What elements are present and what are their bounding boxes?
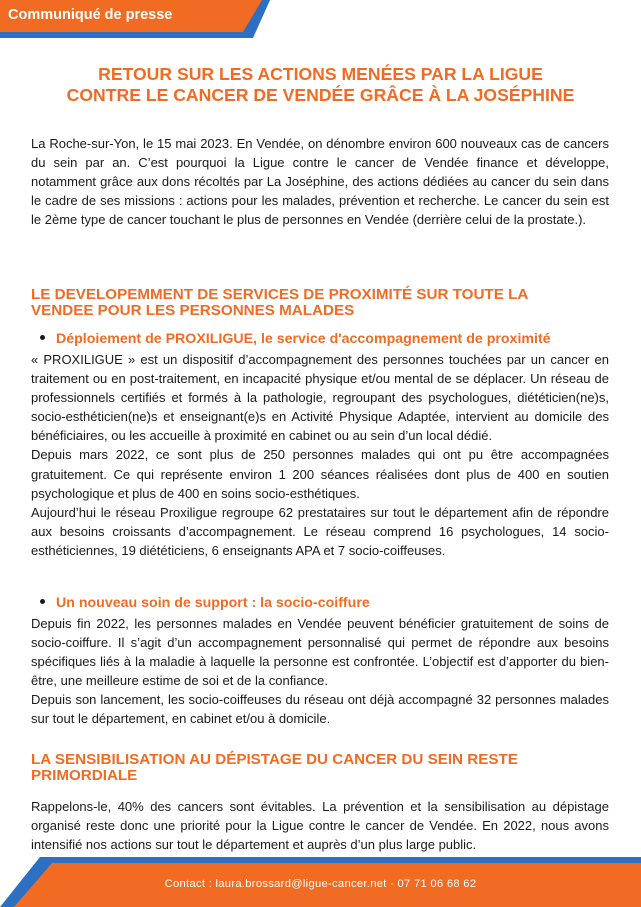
screening-paragraph: Rappelons-le, 40% des cancers sont évitables. La prévention et la sensibilisation au dépistage organisé reste donc une priorité pour la Ligue contre le cancer de Vendée. En 2022, nous avons intensifié nos actions sur tout le département et auprès d’un plus large public. bbox=[31, 799, 609, 853]
socio-coiffure-body bbox=[31, 614, 609, 729]
proxiligue-paragraph: Depuis mars 2022, ce sont plus de 250 personnes malades qui ont pu être accompagnées gratuitement. Ce qui représente environ 1 200 séances réalisées dont plus de 400 en soutien psychologique et plus de 400 en soins socio-esthétiques. bbox=[31, 447, 609, 501]
proxiligue-body bbox=[31, 350, 609, 560]
section-heading-line-2: PRIMORDIALE bbox=[31, 767, 138, 784]
socio-coiffure-paragraph: Depuis son lancement, les socio-coiffeuses du réseau ont déjà accompagné 32 personnes malades sur tout le département, en cabinet et/ou à domicile. bbox=[31, 692, 609, 727]
proxiligue-paragraph: Aujourd’hui le réseau Proxiligue regroupe 62 prestataires sur tout le département afin de répondre aux besoins croissants d’accompagnement. Le réseau comprend 16 psychologues, 14 socio-esthéticiennes, 19 diététiciens, 6 enseignants APA et 7 socio-coiffeuses. bbox=[31, 504, 609, 558]
footer-contact: Contact : laura.brossard@ligue-cancer.net · 07 71 06 68 62 bbox=[164, 878, 477, 890]
page-title bbox=[0, 64, 641, 106]
page-title-line-2: CONTRE LE CANCER DE VENDÉE GRÂCE À LA JOSÉPHINE bbox=[66, 85, 575, 105]
banner-label: Communiqué de presse bbox=[8, 7, 173, 23]
proxiligue-paragraph: « PROXILIGUE » est un dispositif d’accompagnement des personnes touchées par un cancer en traitement ou en post-traitement, en incapacité physique et/ou mental de se déplacer. Un réseau de professionnels certifiés et formés à la pathologie, regroupant des psychologues, diététicien(ne)s, socio-esthéticien(ne)s et enseignant(e)s en Activité Physique Adaptée, intervient au domicile des bénéficiaires, ou les accueille à proximité en cabinet ou au sein d’un local dédié. bbox=[31, 352, 609, 444]
section-heading-line-1: LA SENSIBILISATION AU DÉPISTAGE DU CANCER DU SEIN RESTE bbox=[31, 751, 518, 768]
section-heading-proximity bbox=[31, 287, 609, 319]
bullet-icon bbox=[40, 599, 45, 604]
page-title-line-1: RETOUR SUR LES ACTIONS MENÉES PAR LA LIGUE bbox=[98, 64, 543, 84]
bullet-icon bbox=[40, 335, 45, 340]
subheading-socio-coiffure-label: Un nouveau soin de support : la socio-coiffure bbox=[56, 595, 370, 611]
subheading-socio-coiffure bbox=[40, 594, 610, 612]
section-heading-screening bbox=[31, 752, 609, 784]
subheading-proxiligue bbox=[40, 330, 610, 348]
intro-paragraph: La Roche-sur-Yon, le 15 mai 2023. En Vendée, on dénombre environ 600 nouveaux cas de cancers du sein par an. C’est pourquoi la Ligue contre le cancer de Vendée finance et développe, notamment grâce aux dons récoltés par La Joséphine, des actions dédiées au cancer du sein dans le cadre de ses missions : actions pour les malades, prévention et recherche. Le cancer du sein est le 2ème type de cancer touchant le plus de personnes en Vendée (derrière celui de la prostate.). bbox=[31, 136, 609, 228]
section-heading-line-1: LE DEVELOPEMMENT DE SERVICES DE PROXIMITÉ SUR TOUTE LA bbox=[31, 286, 529, 303]
socio-coiffure-paragraph: Depuis fin 2022, les personnes malades en Vendée peuvent bénéficier gratuitement de soins de socio-coiffure. Il s’agit d’un accompagnement personnalisé qui permet de répondre aux besoins spécifiques liés à la maladie à laquelle la personne est confrontée. L’objectif est d’apporter du bien-être, une meilleure estime de soi et de la confiance. bbox=[31, 616, 609, 689]
subheading-proxiligue-label: Déploiement de PROXILIGUE, le service d'accompagnement de proximité bbox=[56, 331, 551, 347]
section-heading-line-2: VENDEE POUR LES PERSONNES MALADES bbox=[31, 302, 355, 319]
